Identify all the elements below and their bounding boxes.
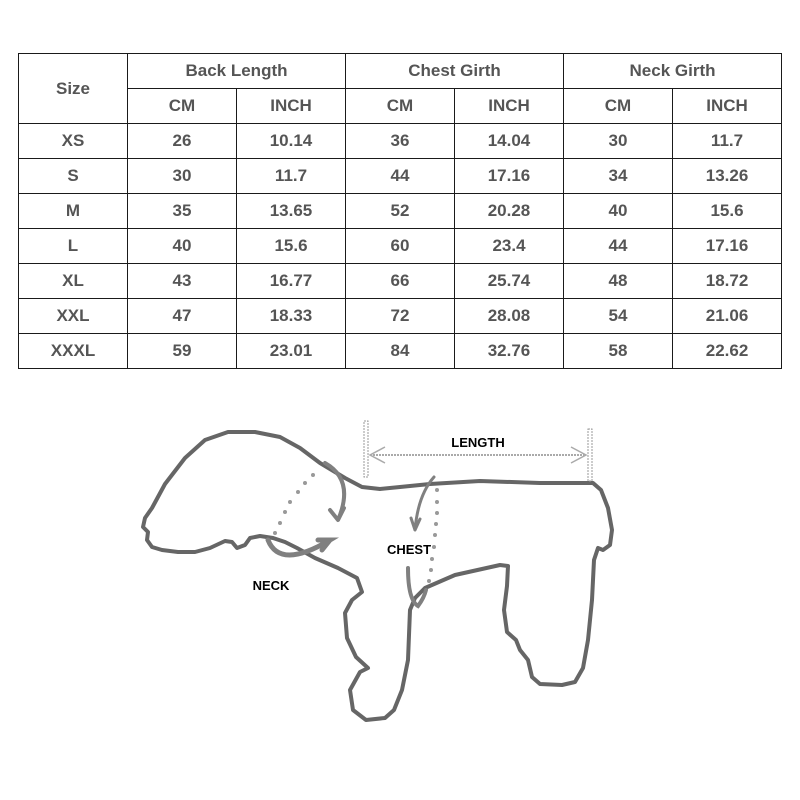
table-row xyxy=(19,299,782,334)
size-cell: XXXL xyxy=(19,334,128,369)
table-cell: 23.01 xyxy=(237,334,346,369)
table-cell: 72 xyxy=(346,299,455,334)
unit-header: CM xyxy=(346,89,455,124)
table-cell: 17.16 xyxy=(455,159,564,194)
table-cell: 28.08 xyxy=(455,299,564,334)
table-row xyxy=(19,229,782,264)
size-cell: XS xyxy=(19,124,128,159)
table-cell: 44 xyxy=(346,159,455,194)
table-cell: 26 xyxy=(128,124,237,159)
unit-header: CM xyxy=(128,89,237,124)
table-cell: 11.7 xyxy=(673,124,782,159)
group-header-chest-girth: Chest Girth xyxy=(346,54,564,89)
table-cell: 22.62 xyxy=(673,334,782,369)
size-chart-table xyxy=(18,53,782,369)
table-cell: 36 xyxy=(346,124,455,159)
neck-label: NECK xyxy=(252,578,290,593)
table-cell: 18.72 xyxy=(673,264,782,299)
table-cell: 66 xyxy=(346,264,455,299)
size-cell: XL xyxy=(19,264,128,299)
table-cell: 17.16 xyxy=(673,229,782,264)
table-cell: 34 xyxy=(564,159,673,194)
size-cell: M xyxy=(19,194,128,229)
size-cell: XXL xyxy=(19,299,128,334)
header-row-units xyxy=(19,89,782,124)
table-cell: 13.26 xyxy=(673,159,782,194)
table-cell: 43 xyxy=(128,264,237,299)
table-cell: 21.06 xyxy=(673,299,782,334)
table-row xyxy=(19,334,782,369)
unit-header: INCH xyxy=(673,89,782,124)
table-cell: 20.28 xyxy=(455,194,564,229)
table-row xyxy=(19,159,782,194)
table-cell: 32.76 xyxy=(455,334,564,369)
table-cell: 47 xyxy=(128,299,237,334)
unit-header: CM xyxy=(564,89,673,124)
neck-dotted-line xyxy=(273,473,315,535)
size-cell: L xyxy=(19,229,128,264)
table-row xyxy=(19,124,782,159)
dog-measurement-diagram xyxy=(0,390,800,800)
table-cell: 40 xyxy=(128,229,237,264)
table-cell: 44 xyxy=(564,229,673,264)
table-cell: 16.77 xyxy=(237,264,346,299)
table-cell: 59 xyxy=(128,334,237,369)
table-cell: 30 xyxy=(564,124,673,159)
header-row-groups xyxy=(19,54,782,89)
table-cell: 25.74 xyxy=(455,264,564,299)
table-cell: 23.4 xyxy=(455,229,564,264)
table-row xyxy=(19,194,782,229)
table-cell: 54 xyxy=(564,299,673,334)
table-cell: 35 xyxy=(128,194,237,229)
table-cell: 10.14 xyxy=(237,124,346,159)
group-header-back-length: Back Length xyxy=(128,54,346,89)
table-row xyxy=(19,264,782,299)
table-cell: 14.04 xyxy=(455,124,564,159)
table-cell: 15.6 xyxy=(673,194,782,229)
table-cell: 11.7 xyxy=(237,159,346,194)
size-header: Size xyxy=(19,54,128,124)
chest-label: CHEST xyxy=(386,542,432,557)
table-cell: 30 xyxy=(128,159,237,194)
chest-dotted-line xyxy=(427,488,439,583)
unit-header: INCH xyxy=(237,89,346,124)
table-cell: 15.6 xyxy=(237,229,346,264)
table-cell: 52 xyxy=(346,194,455,229)
length-left-marker xyxy=(364,421,368,477)
table-cell: 48 xyxy=(564,264,673,299)
table-cell: 58 xyxy=(564,334,673,369)
neck-arrow-upper-icon xyxy=(325,463,344,520)
size-cell: S xyxy=(19,159,128,194)
table-cell: 40 xyxy=(564,194,673,229)
table-cell: 18.33 xyxy=(237,299,346,334)
table-cell: 13.65 xyxy=(237,194,346,229)
table-cell: 84 xyxy=(346,334,455,369)
unit-header: INCH xyxy=(455,89,564,124)
dog-outline xyxy=(143,432,612,720)
group-header-neck-girth: Neck Girth xyxy=(564,54,782,89)
length-right-marker xyxy=(588,429,592,481)
length-label: LENGTH xyxy=(451,435,505,450)
table-cell: 60 xyxy=(346,229,455,264)
